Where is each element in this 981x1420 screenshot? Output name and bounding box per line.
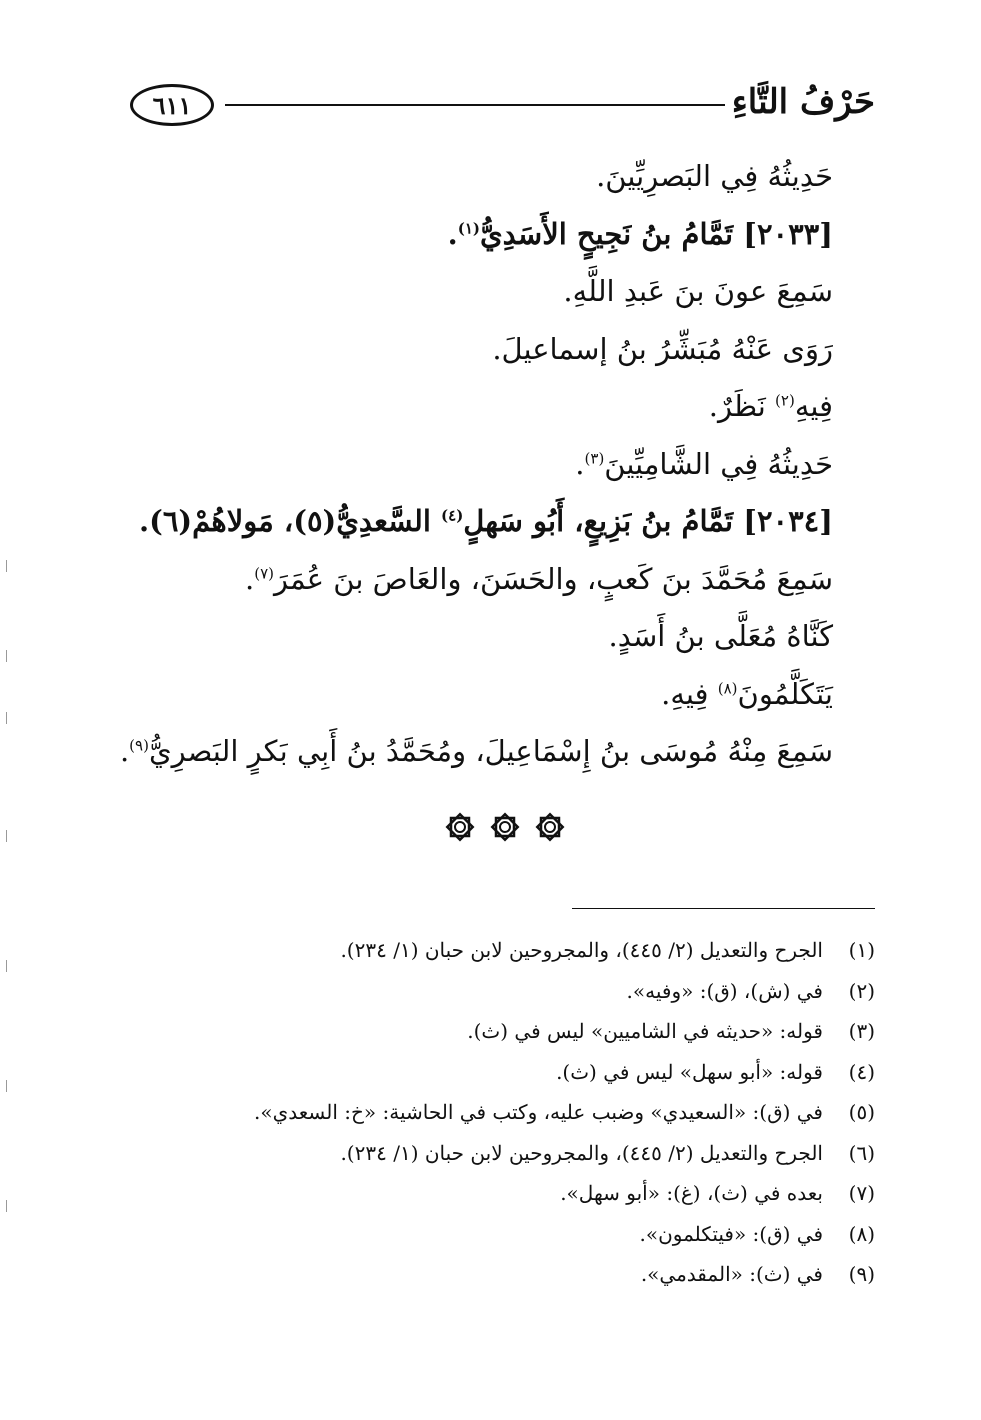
scan-margin-mark bbox=[6, 1080, 7, 1092]
footnote-divider bbox=[572, 908, 875, 909]
footnote-number: (٦) bbox=[848, 1140, 875, 1165]
header-divider bbox=[225, 104, 725, 106]
footnote-ref: (٢) bbox=[775, 391, 795, 410]
line-text: رَوَى عَنْهُ مُبَشِّرُ بنُ إسماعيلَ. bbox=[492, 331, 833, 366]
footnote-item bbox=[235, 1214, 875, 1255]
footnote-item bbox=[235, 971, 875, 1012]
scan-margin-mark bbox=[6, 560, 7, 572]
line-text-tail: السَّعدِيُّ(٥)، مَولاهُمْ(٦). bbox=[138, 504, 442, 538]
footnote-item bbox=[235, 1052, 875, 1093]
text-line bbox=[143, 608, 833, 666]
text-line bbox=[143, 436, 833, 494]
line-text: فِيهِ bbox=[794, 389, 833, 423]
footnote-number: (٨) bbox=[848, 1221, 875, 1246]
footnote-number: (٥) bbox=[848, 1100, 875, 1124]
footnote-text: في (ق): «فيتكلمون». bbox=[639, 1221, 823, 1246]
footnote-ref: (٨) bbox=[717, 678, 738, 697]
ornament-star-icon bbox=[445, 812, 475, 842]
footnote-text: في (ش)، (ق): «وفيه». bbox=[626, 978, 823, 1003]
text-line bbox=[143, 666, 833, 724]
ornament-star-icon bbox=[490, 812, 520, 842]
line-text: يَتَكَلَّمُونَ bbox=[737, 676, 833, 711]
footnote-number: (٧) bbox=[848, 1181, 875, 1205]
footnote-item bbox=[235, 1133, 875, 1174]
footnote-ref: (١) bbox=[457, 218, 480, 237]
line-text-tail: نَظَرٌ. bbox=[708, 389, 776, 423]
line-text: حَدِيثُهُ فِي الشَّامِيِّينَ bbox=[604, 446, 833, 481]
text-line bbox=[143, 263, 833, 321]
scan-margin-mark bbox=[6, 1200, 7, 1212]
footnote-number: (٤) bbox=[848, 1059, 875, 1084]
line-text-tail: . bbox=[119, 734, 130, 768]
line-text: [٢٠٣٣] تَمَّامُ بنُ نَجِيحٍ الأَسَدِيُّ bbox=[479, 216, 833, 251]
footnote-item bbox=[235, 930, 875, 971]
text-line bbox=[143, 378, 833, 436]
line-text: سَمِعَ عونَ بنَ عَبدِ اللَّهِ. bbox=[563, 274, 833, 308]
page-number-badge: ٦١١ bbox=[130, 84, 214, 126]
chapter-title: حَرْفُ التَّاءِ bbox=[731, 82, 875, 122]
text-line bbox=[143, 551, 833, 609]
footnote-item bbox=[235, 1011, 875, 1052]
footnote-item bbox=[235, 1254, 875, 1295]
text-line bbox=[119, 723, 833, 781]
ornament-star-icon bbox=[535, 812, 565, 842]
scan-margin-mark bbox=[6, 960, 7, 972]
footnote-ref: (٣) bbox=[584, 448, 605, 467]
line-text-tail: فِيهِ. bbox=[661, 676, 718, 711]
main-text bbox=[119, 148, 833, 781]
section-end-ornament bbox=[445, 812, 565, 842]
scan-margin-mark bbox=[6, 712, 7, 724]
entry-heading bbox=[143, 206, 833, 264]
line-text-tail: . bbox=[245, 561, 255, 596]
footnote-number: (٢) bbox=[848, 978, 875, 1003]
line-text: سَمِعَ مِنْهُ مُوسَى بنُ إِسْمَاعِيلَ، ومُحَمَّدُ بنُ أَبِي بَكرٍ البَصرِيُّ bbox=[148, 734, 833, 768]
footnote-number: (٣) bbox=[848, 1019, 875, 1043]
footnote-item bbox=[235, 1173, 875, 1214]
line-text: [٢٠٣٤] تَمَّامُ بنُ بَزِيعٍ، أَبُو سَهلٍ bbox=[463, 504, 833, 538]
line-text: كَنَّاهُ مُعَلَّى بنُ أَسَدٍ. bbox=[608, 619, 833, 653]
footnote-number: (١) bbox=[848, 938, 875, 962]
footnote-text: قوله: «أبو سهل» ليس في (ث). bbox=[556, 1059, 823, 1084]
page-header bbox=[130, 80, 875, 130]
footnotes bbox=[235, 930, 875, 1295]
footnote-text: بعده في (ث)، (غ): «أبو سهل». bbox=[560, 1181, 823, 1205]
footnote-text: في (ق): «السعيدي» وضبب عليه، وكتب في الحاشية: «خ: السعدي». bbox=[254, 1100, 823, 1124]
footnote-text: الجرح والتعديل (٢/ ٤٤٥)، والمجروحين لابن حبان (١/ ٢٣٤). bbox=[340, 938, 823, 962]
footnote-ref: (٤) bbox=[441, 506, 464, 525]
text-line bbox=[143, 321, 833, 379]
footnote-text: الجرح والتعديل (٢/ ٤٤٥)، والمجروحين لابن حبان (١/ ٢٣٤). bbox=[340, 1140, 823, 1165]
scan-margin-mark bbox=[6, 830, 7, 842]
line-text-tail: . bbox=[575, 446, 585, 481]
line-text: سَمِعَ مُحَمَّدَ بنَ كَعبٍ، والحَسَنَ، والعَاصَ بنَ عُمَرَ bbox=[274, 561, 833, 596]
footnote-item bbox=[235, 1092, 875, 1133]
line-text: حَدِيثُهُ فِي البَصرِيِّينَ. bbox=[596, 159, 833, 193]
entry-heading bbox=[138, 493, 833, 551]
footnote-text: قوله: «حديثه في الشاميين» ليس في (ث). bbox=[467, 1019, 823, 1043]
footnote-ref: (٩) bbox=[129, 736, 149, 755]
line-text-tail: . bbox=[447, 216, 458, 251]
footnote-ref: (٧) bbox=[254, 563, 275, 582]
footnote-number: (٩) bbox=[848, 1262, 875, 1286]
footnote-text: في (ث): «المقدمي». bbox=[640, 1262, 823, 1286]
scan-margin-mark bbox=[6, 650, 7, 662]
text-line bbox=[143, 148, 833, 206]
